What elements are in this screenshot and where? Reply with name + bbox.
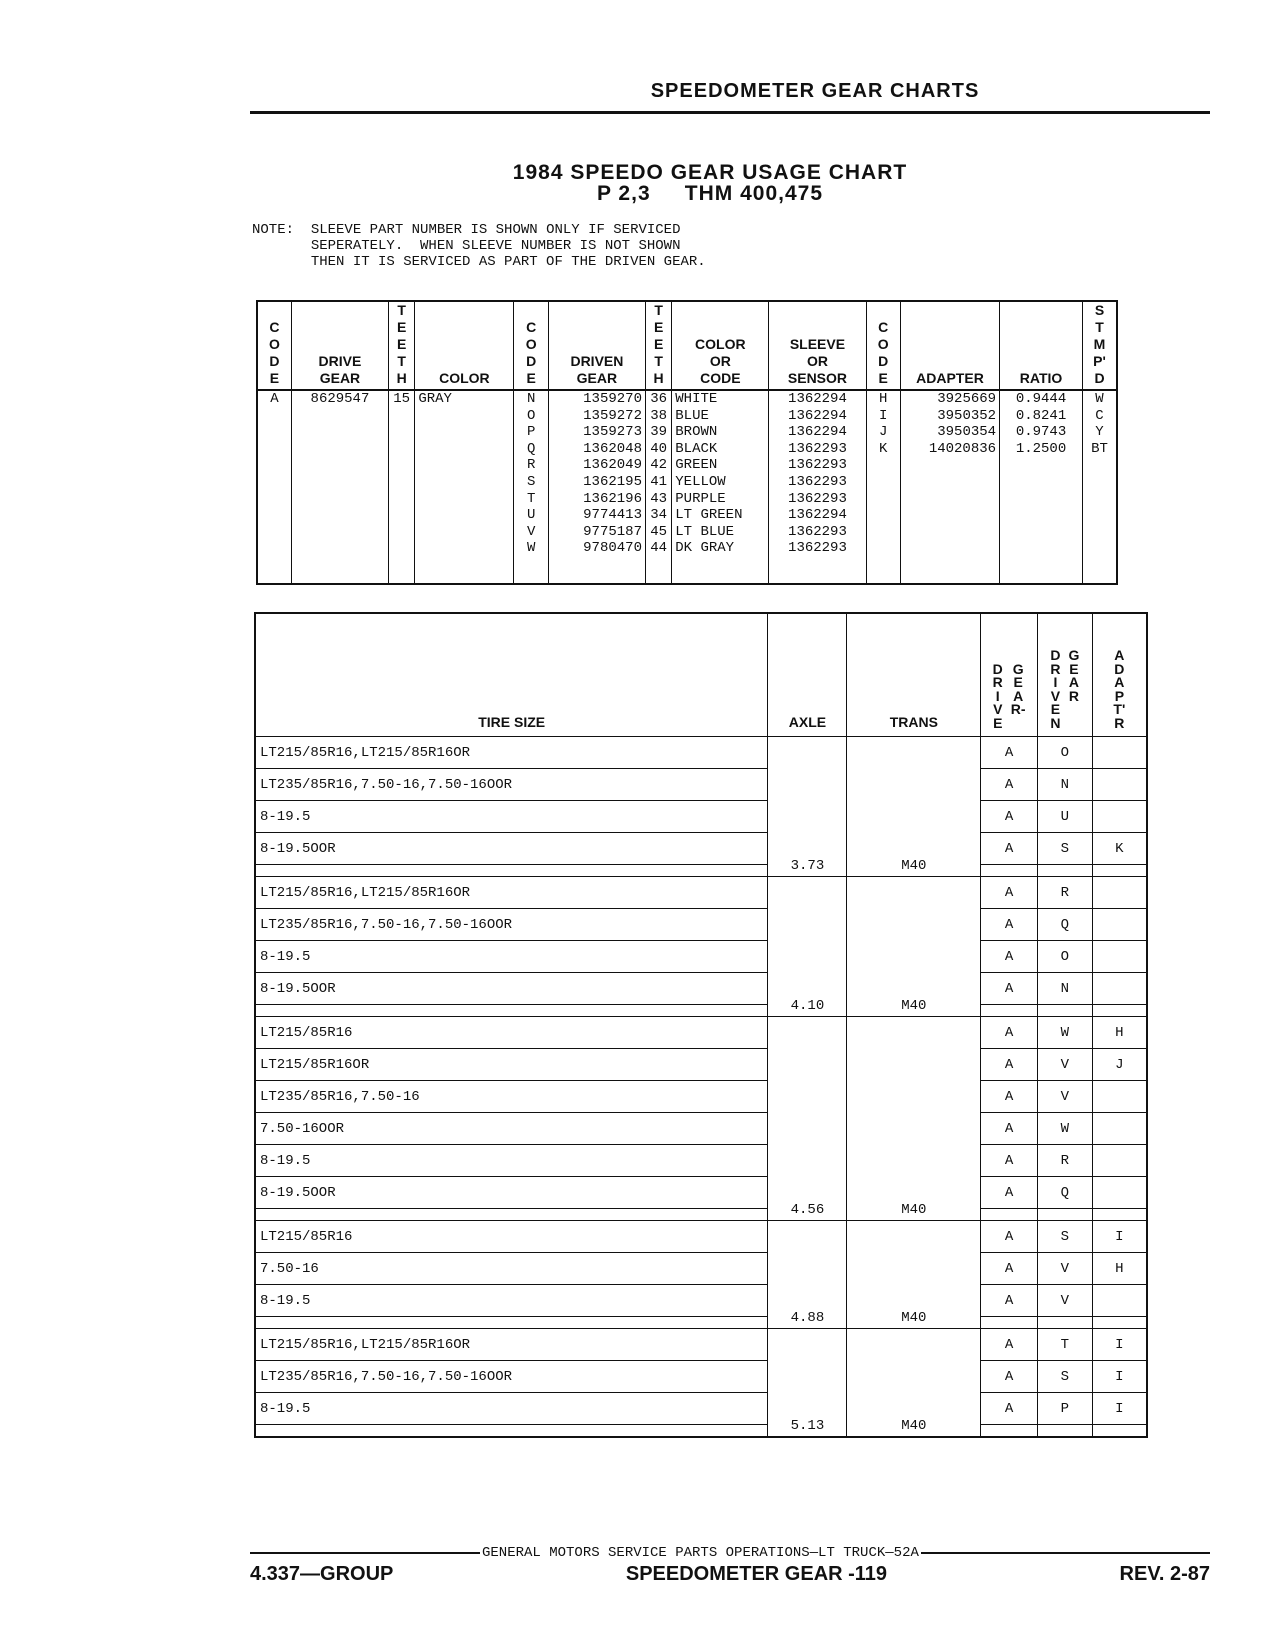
usage-value: BLUE xyxy=(675,407,709,424)
usage-value: 1362293 xyxy=(788,473,847,490)
usage-value: LT GREEN xyxy=(675,507,743,524)
drive-gear-cell: A xyxy=(981,941,1038,973)
usage-value: P xyxy=(526,424,536,441)
driven-gear-cell: R xyxy=(1038,1145,1093,1177)
adapter-cell: I xyxy=(1092,1361,1147,1393)
usage-value: S xyxy=(526,473,536,490)
drive-gear-cell: A xyxy=(981,877,1038,909)
adapter-code-cell xyxy=(866,390,900,584)
driven-teeth-cell xyxy=(645,390,671,584)
usage-header-row xyxy=(257,301,1117,390)
page-footer xyxy=(250,1545,1210,1586)
tire-row xyxy=(255,833,1147,865)
separator-cell xyxy=(981,1209,1038,1221)
page-header xyxy=(250,80,1210,114)
usage-value: W xyxy=(1095,391,1104,407)
driven-gear-cell: Q xyxy=(1038,909,1093,941)
usage-value: T xyxy=(526,490,536,507)
adapter-cell: K xyxy=(1092,833,1147,865)
usage-value: 1359273 xyxy=(583,424,642,441)
usage-value: O xyxy=(526,407,536,424)
usage-value: 9775187 xyxy=(583,523,642,540)
drive-gear-header: D R I V E G E A R- xyxy=(981,613,1038,737)
drive-gear-cell: A xyxy=(981,1177,1038,1209)
drive-gear-cell: A xyxy=(981,1393,1038,1425)
group-separator xyxy=(255,1005,1147,1017)
drive-gear-cell: A xyxy=(981,737,1038,769)
tire-size-cell: LT215/85R16,LT215/85R16OR xyxy=(255,1329,768,1361)
drive-gear-cell: A xyxy=(981,769,1038,801)
usage-value: 1359270 xyxy=(583,391,642,407)
usage-value: J xyxy=(879,424,888,441)
usage-value: I xyxy=(879,407,888,424)
drive-gear-cell: A xyxy=(981,1113,1038,1145)
drive-gear-cell: A xyxy=(981,833,1038,865)
tire-row xyxy=(255,801,1147,833)
adapter-cell xyxy=(1092,737,1147,769)
driven-color-cell xyxy=(672,390,769,584)
usage-value: Q xyxy=(526,440,536,457)
usage-value: 1362195 xyxy=(583,473,642,490)
driven-gear-cell: V xyxy=(1038,1253,1093,1285)
adapter-cell xyxy=(1092,1113,1147,1145)
driven-gear-cell: O xyxy=(1038,737,1093,769)
adapter-cell xyxy=(1092,801,1147,833)
note-line: THEN IT IS SERVICED AS PART OF THE DRIVEN GEAR. xyxy=(310,254,706,270)
adapter-cell xyxy=(1092,877,1147,909)
driven-gear-cell: V xyxy=(1038,1081,1093,1113)
driven-gear-cell: N xyxy=(1038,769,1093,801)
gear-usage-table xyxy=(256,300,1118,585)
usage-value: 1362294 xyxy=(788,507,847,524)
usage-value: 1362293 xyxy=(788,540,847,557)
group-separator xyxy=(255,1209,1147,1221)
usage-value: R xyxy=(526,457,536,474)
adapter-cell xyxy=(1092,1145,1147,1177)
note-line: SEPERATELY. WHEN SLEEVE NUMBER IS NOT SHOWN xyxy=(310,238,681,254)
drive-gear-cell: A xyxy=(981,909,1038,941)
usage-value: BT xyxy=(1091,440,1108,457)
tire-row xyxy=(255,1177,1147,1209)
trans-cell: M40 xyxy=(847,737,981,877)
adapter-cell: I xyxy=(1092,1221,1147,1253)
separator-cell xyxy=(1038,1005,1093,1017)
usage-value: LT BLUE xyxy=(675,523,735,540)
trans-cell: M40 xyxy=(847,1017,981,1221)
usage-value: C xyxy=(1095,407,1104,424)
drive-gear-cell: 8629547 xyxy=(291,390,388,584)
usage-value: N xyxy=(526,391,536,407)
separator-cell xyxy=(255,1425,768,1438)
tire-size-cell: 8-19.5OOR xyxy=(255,833,768,865)
usage-value: 0.9743 xyxy=(1015,424,1067,441)
stmpd-cell xyxy=(1083,390,1118,584)
usage-value: 43 xyxy=(650,490,668,507)
tire-size-cell: 7.50-16OOR xyxy=(255,1113,768,1145)
driven-gear-cell: S xyxy=(1038,1361,1093,1393)
separator-cell xyxy=(1092,1209,1147,1221)
separator-cell xyxy=(1092,1425,1147,1438)
page-title: SPEEDOMETER GEAR CHARTS xyxy=(650,80,980,102)
driven-gear-cell xyxy=(548,390,645,584)
driven-gear-cell: W xyxy=(1038,1113,1093,1145)
drive-gear-cell: A xyxy=(981,1017,1038,1049)
note-line: SLEEVE PART NUMBER IS SHOWN ONLY IF SERVICED xyxy=(310,222,681,238)
tire-size-cell: 7.50-16 xyxy=(255,1253,768,1285)
usage-value: PURPLE xyxy=(675,490,726,507)
axle-header: AXLE xyxy=(768,613,847,737)
adapter-cell: I xyxy=(1092,1329,1147,1361)
footer-revision: REV. 2-87 xyxy=(1119,1563,1210,1585)
usage-value: 1362048 xyxy=(583,440,642,457)
driven-gear-cell: V xyxy=(1038,1049,1093,1081)
tire-row xyxy=(255,1221,1147,1253)
tire-size-cell: LT215/85R16,LT215/85R16OR xyxy=(255,737,768,769)
adapter-header: ADAPTER xyxy=(900,301,999,390)
drive-gear-cell: A xyxy=(981,1253,1038,1285)
teeth-header: T E E T H xyxy=(389,301,415,390)
usage-value: GREEN xyxy=(675,457,718,474)
adapter-cell xyxy=(1092,909,1147,941)
tire-size-cell: 8-19.5OOR xyxy=(255,1177,768,1209)
tire-row xyxy=(255,737,1147,769)
axle-cell: 4.88 xyxy=(768,1221,847,1329)
color-header: COLOR xyxy=(415,301,514,390)
adapter-cell xyxy=(1092,941,1147,973)
adapter-cell: J xyxy=(1092,1049,1147,1081)
chart-title-line1: 1984 SPEEDO GEAR USAGE CHART xyxy=(512,161,908,184)
tire-row xyxy=(255,973,1147,1005)
footer-publisher-line xyxy=(250,1545,1210,1561)
usage-value: H xyxy=(879,391,888,407)
usage-value: 1359272 xyxy=(583,407,642,424)
usage-value: 9780470 xyxy=(583,540,642,557)
sleeve-header: SLEEVE OR SENSOR xyxy=(769,301,866,390)
usage-value: 36 xyxy=(650,391,668,407)
usage-value: 1362049 xyxy=(583,457,642,474)
separator-cell xyxy=(1038,865,1093,877)
note xyxy=(252,222,706,270)
separator-cell xyxy=(981,1317,1038,1329)
separator-cell xyxy=(981,865,1038,877)
tire-row xyxy=(255,1145,1147,1177)
adapter-cell xyxy=(1092,1081,1147,1113)
driven-gear-cell: Q xyxy=(1038,1177,1093,1209)
usage-value: 1.2500 xyxy=(1015,440,1067,457)
ratio-cell xyxy=(1000,390,1083,584)
group-separator xyxy=(255,1317,1147,1329)
driven-gear-cell: P xyxy=(1038,1393,1093,1425)
usage-value: K xyxy=(879,440,888,457)
tire-size-cell: LT215/85R16 xyxy=(255,1221,768,1253)
axle-cell: 4.56 xyxy=(768,1017,847,1221)
tire-size-cell: LT215/85R16 xyxy=(255,1017,768,1049)
axle-cell: 5.13 xyxy=(768,1329,847,1438)
drive-gear-cell: A xyxy=(981,801,1038,833)
usage-value: 45 xyxy=(650,523,668,540)
tire-row xyxy=(255,1081,1147,1113)
tire-size-cell: 8-19.5 xyxy=(255,941,768,973)
tire-size-cell: 8-19.5 xyxy=(255,801,768,833)
driven-code-header: C O D E xyxy=(514,301,548,390)
drive-gear-cell: A xyxy=(981,1145,1038,1177)
separator-cell xyxy=(981,1005,1038,1017)
usage-value: BROWN xyxy=(675,424,718,441)
usage-value: 1362294 xyxy=(788,424,847,441)
chart-title-line2: P 2,3 THM 400,475 xyxy=(596,182,824,205)
usage-value: 1362293 xyxy=(788,490,847,507)
tire-row xyxy=(255,1049,1147,1081)
usage-value: DK GRAY xyxy=(675,540,735,557)
usage-value: 3950352 xyxy=(937,407,997,424)
driven-gear-cell: W xyxy=(1038,1017,1093,1049)
tire-size-cell: LT215/85R16,LT215/85R16OR xyxy=(255,877,768,909)
adapter-cell xyxy=(1092,1177,1147,1209)
usage-value: 0.8241 xyxy=(1015,407,1067,424)
ratio-header: RATIO xyxy=(1000,301,1083,390)
drive-color-cell: GRAY xyxy=(415,390,514,584)
footer-group: 4.337—GROUP xyxy=(250,1563,394,1585)
adapter-cell xyxy=(1092,1285,1147,1317)
color-code-header: COLOR OR CODE xyxy=(672,301,769,390)
header-rule xyxy=(250,111,1210,114)
usage-data-row xyxy=(257,390,1117,584)
tire-size-cell: 8-19.5OOR xyxy=(255,973,768,1005)
drive-gear-cell: A xyxy=(981,1361,1038,1393)
drive-gear-header: DRIVE GEAR xyxy=(291,301,388,390)
separator-cell xyxy=(981,1425,1038,1438)
note-label: NOTE: xyxy=(252,222,295,238)
separator-cell xyxy=(1092,1317,1147,1329)
usage-value: 1362196 xyxy=(583,490,642,507)
tire-row xyxy=(255,909,1147,941)
drive-gear-cell: A xyxy=(981,1049,1038,1081)
sleeve-cell xyxy=(769,390,866,584)
code-header: C O D E xyxy=(257,301,291,390)
tire-row xyxy=(255,1017,1147,1049)
usage-value: 34 xyxy=(650,507,668,524)
trans-cell: M40 xyxy=(847,1329,981,1438)
usage-value: 1362293 xyxy=(788,523,847,540)
separator-cell xyxy=(255,1209,768,1221)
driven-gear-cell: S xyxy=(1038,833,1093,865)
axle-cell: 4.10 xyxy=(768,877,847,1017)
driven-code-cell xyxy=(514,390,548,584)
usage-value: BLACK xyxy=(675,440,718,457)
drive-teeth-cell: 15 xyxy=(389,390,415,584)
usage-value: 39 xyxy=(650,424,668,441)
usage-value: 3950354 xyxy=(937,424,997,441)
tire-header-row xyxy=(255,613,1147,737)
usage-value: V xyxy=(526,523,536,540)
usage-value: 9774413 xyxy=(583,507,642,524)
usage-value: 41 xyxy=(650,473,668,490)
usage-value: 14020836 xyxy=(928,440,997,457)
tire-row xyxy=(255,1253,1147,1285)
drive-gear-cell: A xyxy=(981,1081,1038,1113)
driven-gear-cell: V xyxy=(1038,1285,1093,1317)
drive-gear-cell: A xyxy=(981,1221,1038,1253)
tire-size-cell: 8-19.5 xyxy=(255,1145,768,1177)
usage-value: 3925669 xyxy=(937,391,997,407)
tire-size-cell: 8-19.5 xyxy=(255,1285,768,1317)
tire-row xyxy=(255,1329,1147,1361)
separator-cell xyxy=(1092,1005,1147,1017)
adapter-cell: I xyxy=(1092,1393,1147,1425)
drive-gear-cell: A xyxy=(981,1285,1038,1317)
tire-size-cell: LT235/85R16,7.50-16,7.50-16OOR xyxy=(255,1361,768,1393)
group-separator xyxy=(255,865,1147,877)
trans-cell: M40 xyxy=(847,1221,981,1329)
drive-gear-cell: A xyxy=(981,973,1038,1005)
driven-gear-header: D R I V E N G E A R xyxy=(1038,613,1093,737)
tire-size-cell: 8-19.5 xyxy=(255,1393,768,1425)
usage-value: 42 xyxy=(650,457,668,474)
group-separator xyxy=(255,1425,1147,1438)
usage-value: 1362294 xyxy=(788,407,847,424)
usage-value: 0.9444 xyxy=(1015,391,1067,407)
usage-value: Y xyxy=(1095,424,1104,441)
tire-row xyxy=(255,877,1147,909)
usage-value: 1362294 xyxy=(788,391,847,407)
tire-size-table xyxy=(254,612,1148,1438)
tire-size-cell: LT215/85R16OR xyxy=(255,1049,768,1081)
usage-value: WHITE xyxy=(675,391,718,407)
driven-gear-cell: U xyxy=(1038,801,1093,833)
usage-value: W xyxy=(526,540,536,557)
tire-row xyxy=(255,769,1147,801)
usage-value: YELLOW xyxy=(675,473,726,490)
footer-bottom xyxy=(250,1563,1210,1586)
tire-row xyxy=(255,1113,1147,1145)
separator-cell xyxy=(255,1005,768,1017)
driven-gear-cell: N xyxy=(1038,973,1093,1005)
driven-gear-header: DRIVEN GEAR xyxy=(548,301,645,390)
adapter-code-header: C O D E xyxy=(866,301,900,390)
trans-header: TRANS xyxy=(847,613,981,737)
drive-code-cell: A xyxy=(257,390,291,584)
footer-publisher: GENERAL MOTORS SERVICE PARTS OPERATIONS—LT TRUCK—52A xyxy=(482,1545,919,1561)
separator-cell xyxy=(1038,1209,1093,1221)
tire-size-cell: LT235/85R16,7.50-16,7.50-16OOR xyxy=(255,909,768,941)
separator-cell xyxy=(1038,1425,1093,1438)
driven-gear-cell: S xyxy=(1038,1221,1093,1253)
adapter-cell xyxy=(900,390,999,584)
tire-row xyxy=(255,1285,1147,1317)
adapter-cell: H xyxy=(1092,1253,1147,1285)
tire-row xyxy=(255,941,1147,973)
adapter-cell xyxy=(1092,769,1147,801)
adapter-cell: H xyxy=(1092,1017,1147,1049)
chart-title xyxy=(480,162,940,204)
tire-size-header: TIRE SIZE xyxy=(255,613,768,737)
separator-cell xyxy=(1092,865,1147,877)
stmpd-header: S T M P' D xyxy=(1083,301,1118,390)
tire-size-cell: LT235/85R16,7.50-16 xyxy=(255,1081,768,1113)
tire-row xyxy=(255,1393,1147,1425)
axle-cell: 3.73 xyxy=(768,737,847,877)
driven-teeth-header: T E E T H xyxy=(645,301,671,390)
tire-size-cell: LT235/85R16,7.50-16,7.50-16OOR xyxy=(255,769,768,801)
drive-gear-cell: A xyxy=(981,1329,1038,1361)
tire-row xyxy=(255,1361,1147,1393)
separator-cell xyxy=(1038,1317,1093,1329)
driven-gear-cell: R xyxy=(1038,877,1093,909)
footer-section: SPEEDOMETER GEAR -119 xyxy=(625,1563,888,1585)
usage-value: 40 xyxy=(650,440,668,457)
usage-value: U xyxy=(526,507,536,524)
usage-value: 38 xyxy=(650,407,668,424)
usage-value: 1362293 xyxy=(788,457,847,474)
usage-value: 44 xyxy=(650,540,668,557)
driven-gear-cell: T xyxy=(1038,1329,1093,1361)
usage-value: 1362293 xyxy=(788,440,847,457)
adapter-cell xyxy=(1092,973,1147,1005)
separator-cell xyxy=(255,1317,768,1329)
driven-gear-cell: O xyxy=(1038,941,1093,973)
adapter-header: A D A P T' R xyxy=(1092,613,1147,737)
separator-cell xyxy=(255,865,768,877)
trans-cell: M40 xyxy=(847,877,981,1017)
